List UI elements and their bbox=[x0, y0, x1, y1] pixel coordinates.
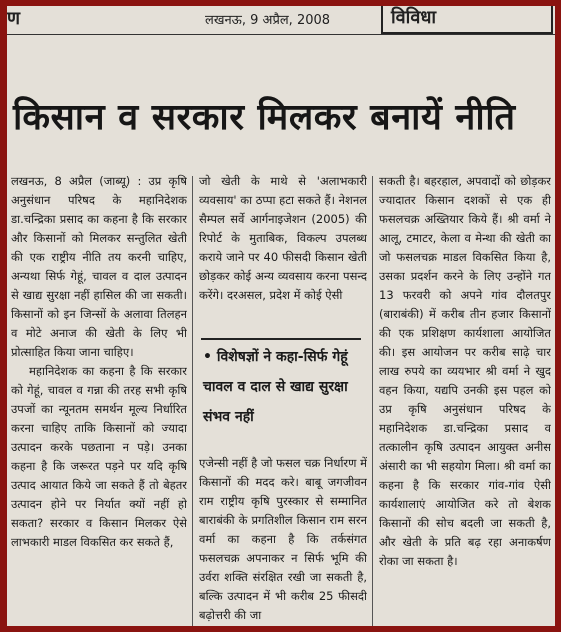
section-label: विविधा bbox=[381, 6, 553, 34]
section-fragment: ण bbox=[7, 8, 21, 29]
article-column-2-bottom bbox=[199, 454, 367, 626]
paragraph: लखनऊ, 8 अप्रैल (जाब्यू) : उप्र कृषि अनुसंधान परिषद के महानिदेशक डा.चन्द्रिका प्रसाद का कहना है कि सरकार और किसानों को मिलकर सन्तुलित खेती की एक राष्ट्रीय नीति तय करनी चाहिए, अन्यथा सिर्फ गेहूं, चावल व दाल उत्पादन से खाद्य सुरक्षा नहीं हासिल की जा सकती। किसानों को इन जिन्सों के अलावा तिलहन व मोटे अनाज की खेती के लिए भी प्रोत्साहित किया जाना चाहिए। bbox=[11, 174, 187, 359]
newspaper-clipping bbox=[7, 6, 555, 626]
paragraph: महानिदेशक का कहना है कि सरकार को गेहूं, चावल व गन्ना की तरह सभी कृषि उपजों का न्यूनतम समर्थन मूल्य निर्धारित करना चाहिए ताकि किसानों को ज्यादा उत्पादन करके पछताना न पड़े। उनका कहना है कि जरूरत पड़ने पर यदि कृषि उत्पाद आयात किये जा सकते हैं तो बेहतर उत्पादन होने पर निर्यात क्यों नहीं हो सकता? सरकार व किसान मिलकर ऐसे लाभकारी माडल विकसित कर सकते हैं, bbox=[11, 364, 187, 549]
column-rule bbox=[192, 176, 193, 626]
headline: किसान व सरकार मिलकर बनायें नीति bbox=[13, 97, 516, 138]
article-column-2-top bbox=[199, 172, 367, 322]
paragraph: सकती है। बहरहाल, अपवादों को छोड़कर ज्यादातर किसान दशकों से एक ही फसलचक्र अख्तियार किये हैं। श्री वर्मा ने आलू, टमाटर, केला व मेन्था की खेती का जो फसलचक्र माडल विकसित किया है, उसका प्रदर्शन करने के लिए उन्होंने गत 13 फरवरी को अपने गांव दौलतपुर (बाराबंकी) में करीब तीन हजार किसानों की एक प्रशिक्षण कार्यशाला आयोजित की। इस आयोजन पर करीब साढ़े चार लाख रुपये का व्ययभार श्री वर्मा ने खुद वहन किया, यद्यपि उनकी इस पहल को उप्र कृषि अनुसंधान परिषद के महानिदेशक डा.चन्द्रिका प्रसाद व तत्कालीन कृषि उत्पादन आयुक्त अनीस अंसारी का भी सहयोग मिला। श्री वर्मा का कहना है कि सरकार गांव-गांव ऐसी कार्यशालाएं आयोजित करे तो बेशक किसानों की सोच बदली जा सकती है, और खेती के प्रति बढ़ रहा अनाकर्षण रोका जा सकता है। bbox=[379, 174, 551, 568]
article-column-1 bbox=[11, 172, 187, 626]
callout-rule bbox=[201, 338, 361, 340]
pull-quote: • विशेषज्ञों ने कहा-सिर्फ गेहूं चावल व दाल से खाद्य सुरक्षा संभव नहीं bbox=[203, 349, 348, 425]
paragraph: जो खेती के माथे से 'अलाभकारी व्यवसाय' का ठप्पा हटा सकते हैं। नेशनल सैम्पल सर्वे आर्गनाइजेशन (2005) की रिपोर्ट के मुताबिक, विकल्प उपलब्ध कराये जाने पर 40 फीसदी किसान खेती छोड़कर कोई अन्य व्यवसाय करना पसन्द करेंगे। दरअसल, प्रदेश में कोई ऐसी bbox=[199, 174, 367, 302]
dateline: लखनऊ, 9 अप्रैल, 2008 bbox=[205, 13, 331, 28]
column-rule bbox=[372, 176, 373, 626]
paragraph: एजेन्सी नहीं है जो फसल चक्र निर्धारण में किसानों की मदद करे। बाबू जगजीवन राम राष्ट्रीय कृषि पुरस्कार से सम्मानित बाराबंकी के प्रगतिशील किसान राम सरन वर्मा का कहना है कि तर्कसंगत फसलचक्र अपनाकर न सिर्फ भूमि की उर्वरा शक्ति संरक्षित रखी जा सकती है, बल्कि उत्पादन में भी करीब 25 फीसदी बढ़ोत्तरी की जा bbox=[199, 456, 367, 622]
header-rule bbox=[7, 34, 555, 35]
article-column-3 bbox=[379, 172, 551, 626]
